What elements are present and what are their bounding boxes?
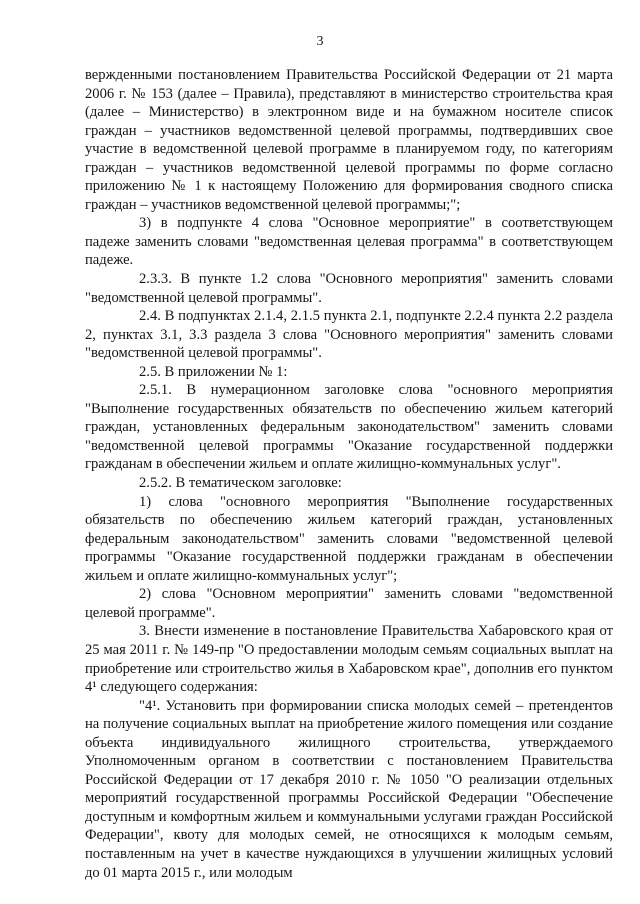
page-number: 3 bbox=[316, 34, 324, 49]
paragraph: 1) слова "основного мероприятия "Выполнение государственных обязательств по обеспечению жильем категорий граждан, установленных федеральным законодательством" заменить словами "ведомственной целевой программы "Оказание государственной поддержки гражданам в обеспечении жильем и оплате жилищно-коммунальных услуг"; bbox=[85, 493, 613, 584]
document-body bbox=[85, 66, 613, 882]
paragraph: вержденными постановлением Правительства Российской Федерации от 21 марта 2006 г. № 153 (далее – Правила), представляют в министерство строительства края (далее – Министерство) в электронном виде и на бумажном носителе список граждан – участников ведомственной целевой программы, подтвердивших свое участие в ведомственной целевой программе в планируемом году, по категориям граждан – участников ведомственной целевой программы по форме согласно приложению № 1 к настоящему Положению для формирования сводного списка граждан – участников ведомственной целевой программы;"; bbox=[85, 67, 613, 213]
paragraph: 3) в подпункте 4 слова "Основное мероприятие" в соответствующем падеже заменить словами "ведомственная целевая программа" в соответствующем падеже. bbox=[85, 215, 613, 269]
paragraph: 2.5. В приложении № 1: bbox=[139, 363, 288, 380]
paragraph: 2.5.1. В нумерационном заголовке слова "основного мероприятия "Выполнение государственных обязательств по обеспечению жильем категорий граждан, установленных федеральным законодательством" заменить словами "ведомственной целевой программы "Оказание государственной поддержки гражданам в обеспечении жильем и оплате жилищно-коммунальных услуг". bbox=[85, 382, 613, 473]
paragraph: 2.4. В подпунктах 2.1.4, 2.1.5 пункта 2.1, подпункте 2.2.4 пункта 2.2 раздела 2, пунктах 3.1, 3.3 раздела 3 слова "Основного мероприятия" заменить словами "ведомственной целевой программы". bbox=[85, 308, 613, 362]
paragraph: 2) слова "Основном мероприятии" заменить словами "ведомственной целевой программе". bbox=[85, 586, 613, 621]
paragraph: 2.5.2. В тематическом заголовке: bbox=[139, 475, 342, 492]
paragraph: 3. Внести изменение в постановление Правительства Хабаровского края от 25 мая 2011 г. № 149-пр "О предоставлении молодым семьям социальных выплат на приобретение или строительство жилья в Хабаровском крае", дополнив его пунктом 4¹ следующего содержания: bbox=[85, 623, 613, 696]
paragraph: 2.3.3. В пункте 1.2 слова "Основного мероприятия" заменить словами "ведомственной целевой программы". bbox=[85, 271, 613, 306]
paragraph: "4¹. Установить при формировании списка молодых семей – претендентов на получение социальных выплат на приобретение жилого помещения или создание объекта индивидуального жилищного строительства, утверждаемого Уполномоченным органом в соответствии с постановлением Правительства Российской Федерации от 17 декабря 2010 г. № 1050 "О реализации отдельных мероприятий государственной программы Российской Федерации "Обеспечение доступным и комфортным жильем и коммунальными услугами граждан Российской Федерации", квоту для молодых семей, не относящихся к молодым семьям, поставленным на учет в качестве нуждающихся в улучшении жилищных условий до 01 марта 2015 г., или молодым bbox=[85, 697, 613, 881]
